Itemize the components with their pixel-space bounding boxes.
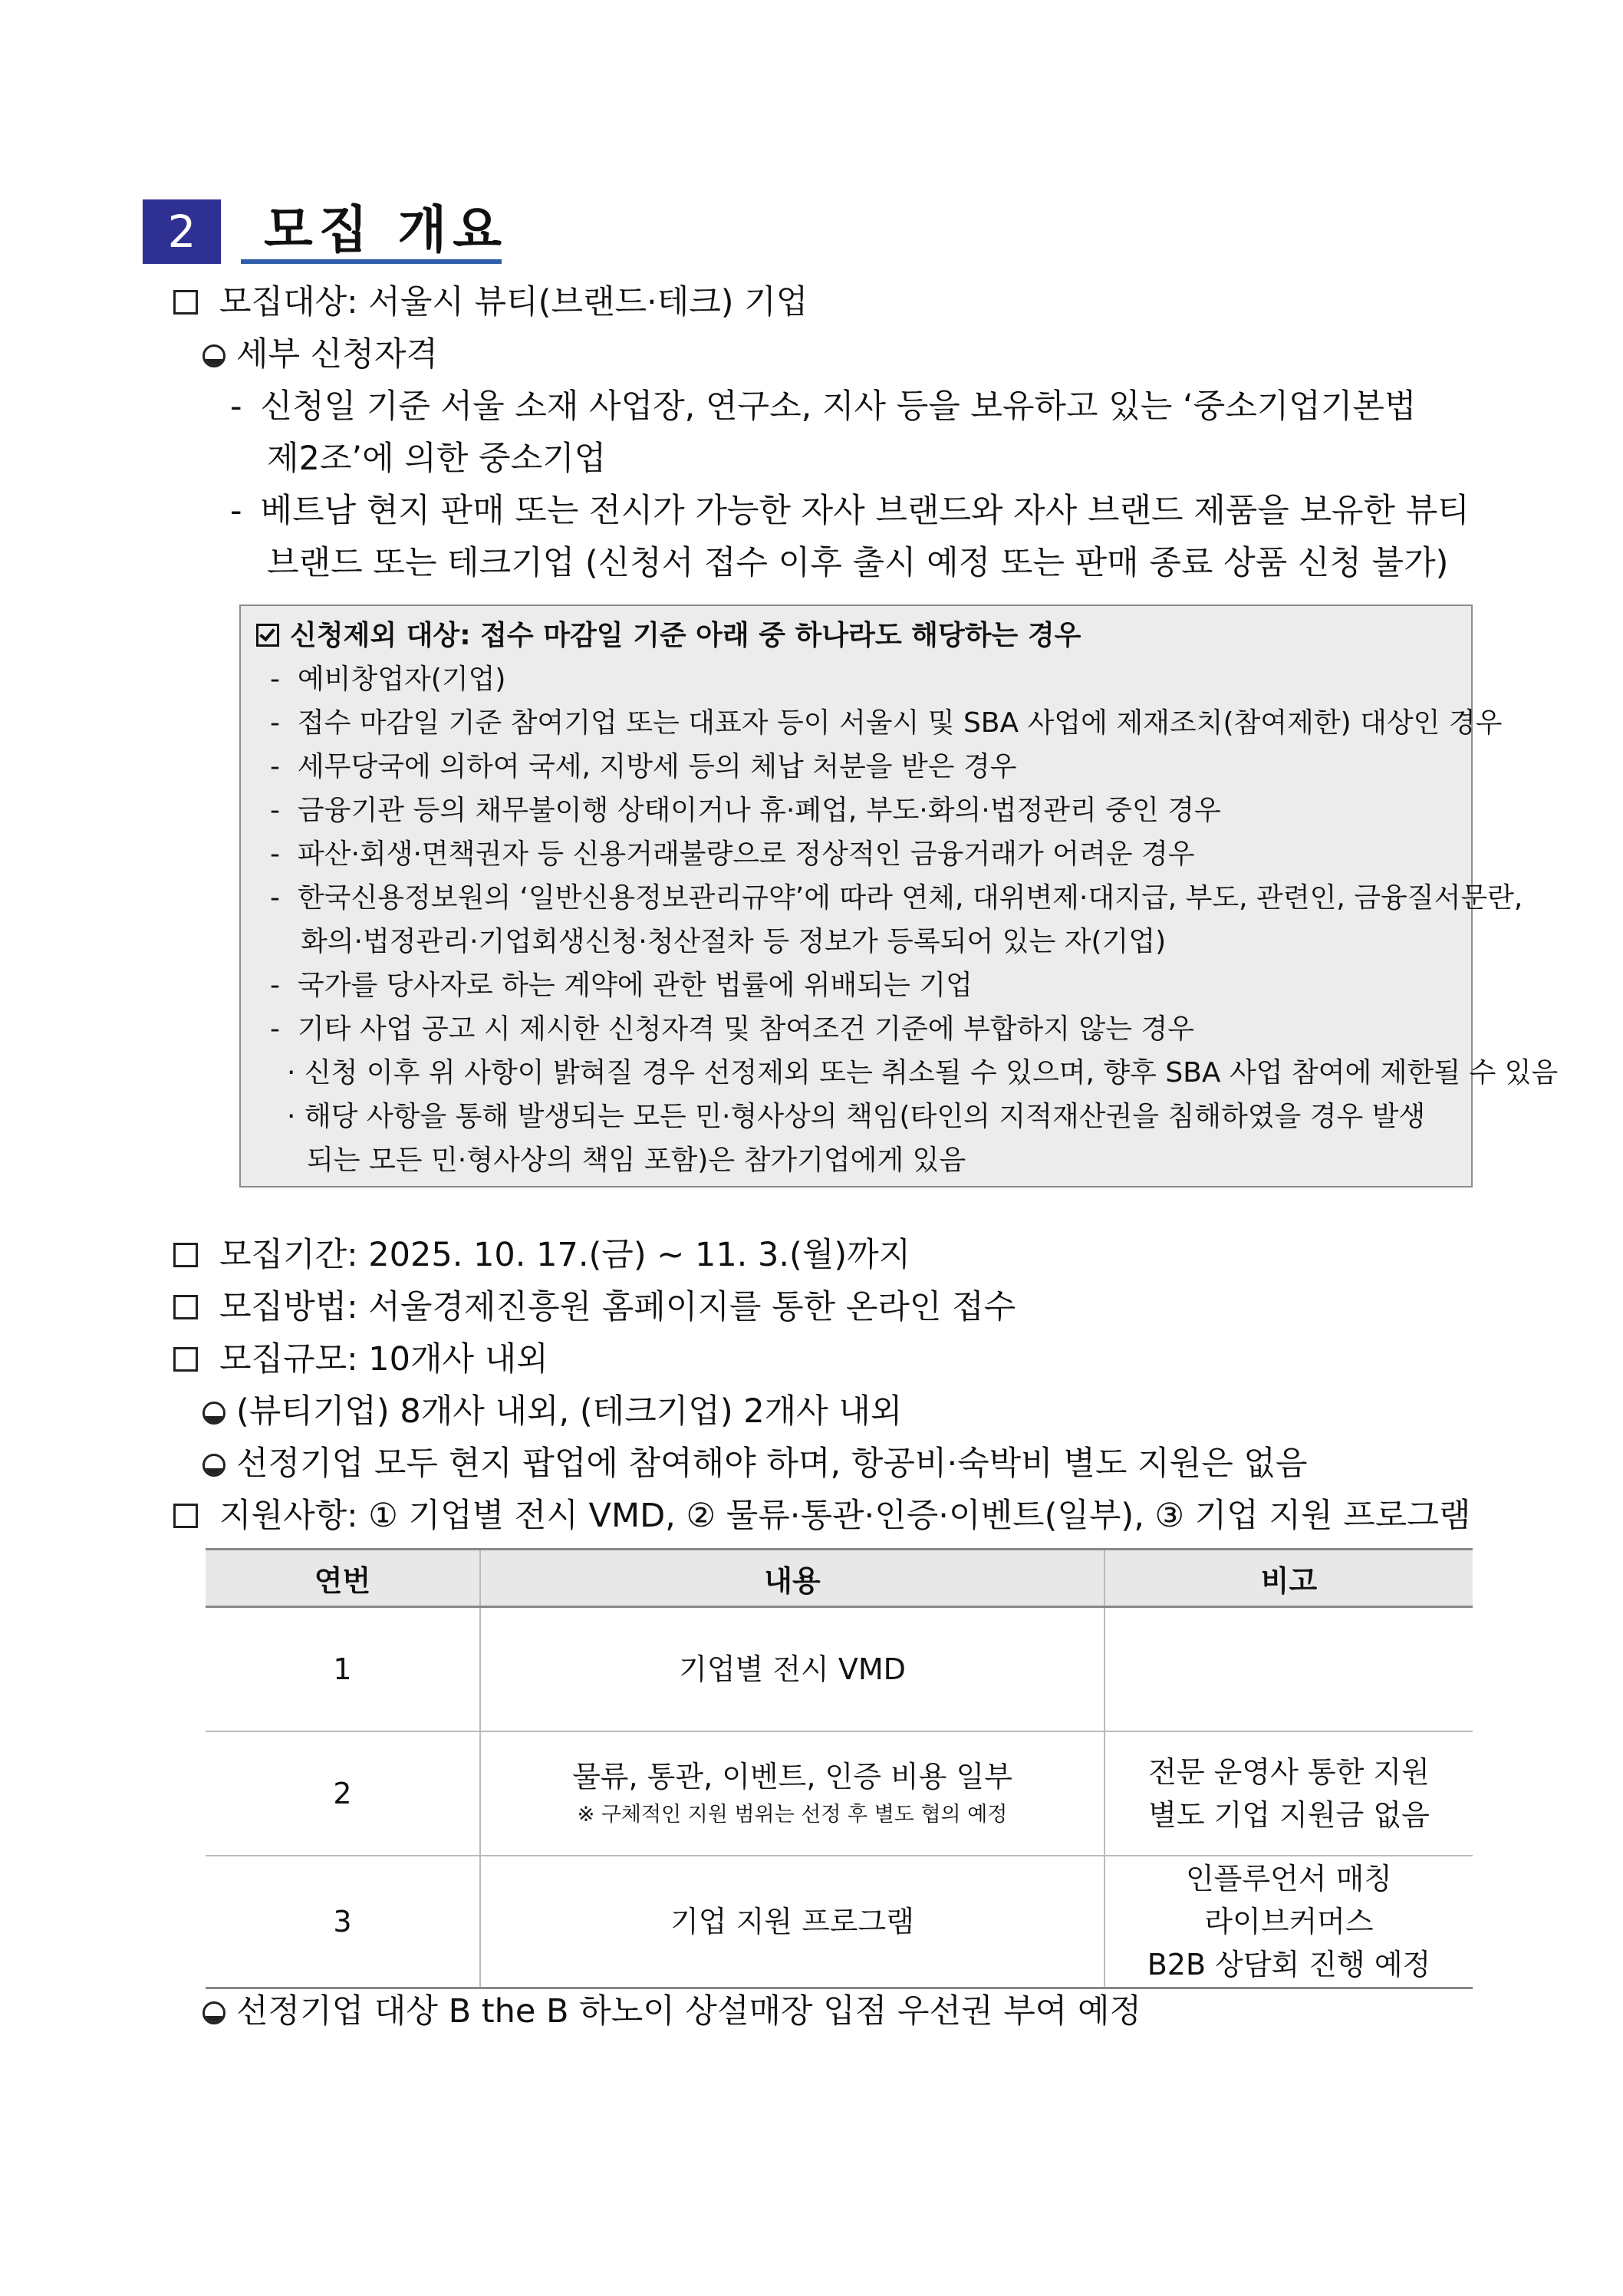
exclusion-note: · 해당 사항을 통해 발생되는 모든 민·형사상의 책임(타인의 지적재산권을 침해하였을 경우 발생 xyxy=(287,1101,1426,1132)
row-note: ※ 구체적인 지원 범위는 선정 후 별도 협의 예정 xyxy=(577,1803,1008,1827)
half-circle-bullet-icon xyxy=(202,344,226,367)
table-row xyxy=(206,1731,1473,1856)
section-title: 모집 개요 xyxy=(264,200,509,259)
column-header: 내용 xyxy=(480,1550,1104,1607)
target-heading: 모집대상: 서울시 뷰티(브랜드·테크) 기업 xyxy=(173,279,808,325)
row-number: 1 xyxy=(206,1607,480,1732)
method-line: 모집방법: 서울경제진흥원 홈페이지를 통한 온라인 접수 xyxy=(173,1284,1016,1330)
half-circle-bullet-icon xyxy=(202,1402,226,1425)
exclusion-item: - 세무당국에 의하여 국세, 지방세 등의 체납 처분을 받은 경우 xyxy=(270,751,1017,782)
target-sub-heading: 세부 신청자격 xyxy=(202,331,438,377)
support-footer: 선정기업 대상 B the B 하노이 상설매장 입점 우선권 부여 예정 xyxy=(202,1988,1141,2034)
row-remark: 인플루언서 매칭 라이브커머스 B2B 상담회 진행 예정 xyxy=(1104,1856,1473,1988)
exclusion-item: - 예비창업자(기업) xyxy=(270,664,506,695)
support-table xyxy=(206,1548,1473,1989)
exclusion-item: - 접수 마감일 기준 참여기업 또는 대표자 등이 서울시 및 SBA 사업에 제재조치(참여제한) 대상인 경우 xyxy=(270,707,1503,739)
target-item-1: - 신청일 기준 서울 소재 사업장, 연구소, 지사 등을 보유하고 있는 ‘중소기업기본법 xyxy=(230,387,1417,426)
table-row xyxy=(206,1856,1473,1988)
half-circle-bullet-icon xyxy=(202,1454,226,1477)
square-bullet-icon xyxy=(173,1347,198,1372)
row-content: 물류, 통관, 이벤트, 인증 비용 일부 ※ 구체적인 지원 범위는 선정 후 별도 협의 예정 xyxy=(480,1731,1104,1856)
support-heading: 지원사항: ① 기업별 전시 VMD, ② 물류·통관·인증·이벤트(일부), ③ 기업 지원 프로그램 xyxy=(173,1493,1470,1539)
square-bullet-icon xyxy=(173,1504,198,1528)
scale-heading: 모집규모: 10개사 내외 xyxy=(173,1336,548,1382)
exclusion-item: - 금융기관 등의 채무불이행 상태이거나 휴·폐업, 부도·화의·법정관리 중인 경우 xyxy=(270,795,1221,826)
exclusion-title: 신청제외 대상: 접수 마감일 기준 아래 중 하나라도 해당하는 경우 xyxy=(256,614,1081,657)
exclusion-note: · 신청 이후 위 사항이 밝혀질 경우 선정제외 또는 취소될 수 있으며, 향후 SBA 사업 참여에 제한될 수 있음 xyxy=(287,1057,1559,1089)
exclusion-note-cont: 되는 모든 민·형사상의 책임 포함)은 참가기업에게 있음 xyxy=(307,1145,966,1176)
scale-sub-2: 선정기업 모두 현지 팝업에 참여해야 하며, 항공비·숙박비 별도 지원은 없음 xyxy=(202,1441,1308,1487)
exclusion-item-cont: 화의·법정관리·기업회생신청·청산절차 등 정보가 등록되어 있는 자(기업) xyxy=(301,926,1167,957)
scale-sub-1: (뷰티기업) 8개사 내외, (테크기업) 2개사 내외 xyxy=(202,1388,902,1435)
row-content: 기업별 전시 VMD xyxy=(480,1607,1104,1732)
half-circle-bullet-icon xyxy=(202,2001,226,2024)
section-number: 2 xyxy=(143,199,221,264)
exclusion-item: - 파산·회생·면책권자 등 신용거래불량으로 정상적인 금융거래가 어려운 경우 xyxy=(270,838,1195,870)
square-bullet-icon xyxy=(173,1295,198,1319)
target-item-1-cont: 제2조’에 의한 중소기업 xyxy=(267,440,607,478)
exclusion-item: - 국가를 당사자로 하는 계약에 관한 법률에 위배되는 기업 xyxy=(270,970,973,1001)
square-bullet-icon xyxy=(173,1243,198,1267)
section-title-underline xyxy=(241,259,502,264)
row-remark: 전문 운영사 통한 지원 별도 기업 지원금 없음 xyxy=(1104,1731,1473,1856)
target-item-2-cont: 브랜드 또는 테크기업 (신청서 접수 이후 출시 예정 또는 판매 종료 상품 신청 불가) xyxy=(267,544,1449,582)
target-item-2: - 베트남 현지 판매 또는 전시가 가능한 자사 브랜드와 자사 브랜드 제품을 보유한 뷰티 xyxy=(230,492,1470,530)
table-row xyxy=(206,1607,1473,1732)
column-header: 연번 xyxy=(206,1550,480,1607)
exclusion-item: - 기타 사업 공고 시 제시한 신청자격 및 참여조건 기준에 부합하지 않는 경우 xyxy=(270,1013,1195,1045)
row-content: 기업 지원 프로그램 xyxy=(480,1856,1104,1988)
exclusion-item: - 한국신용정보원의 ‘일반신용정보관리규약’에 따라 연체, 대위변제·대지급, 부도, 관련인, 금융질서문란, xyxy=(270,882,1523,914)
checkbox-icon xyxy=(256,624,279,647)
column-header: 비고 xyxy=(1104,1550,1473,1607)
period-line: 모집기간: 2025. 10. 17.(금) ~ 11. 3.(월)까지 xyxy=(173,1232,910,1278)
row-number: 3 xyxy=(206,1856,480,1988)
table-header-row xyxy=(206,1550,1473,1607)
row-number: 2 xyxy=(206,1731,480,1856)
row-remark xyxy=(1104,1607,1473,1732)
square-bullet-icon xyxy=(173,290,198,315)
